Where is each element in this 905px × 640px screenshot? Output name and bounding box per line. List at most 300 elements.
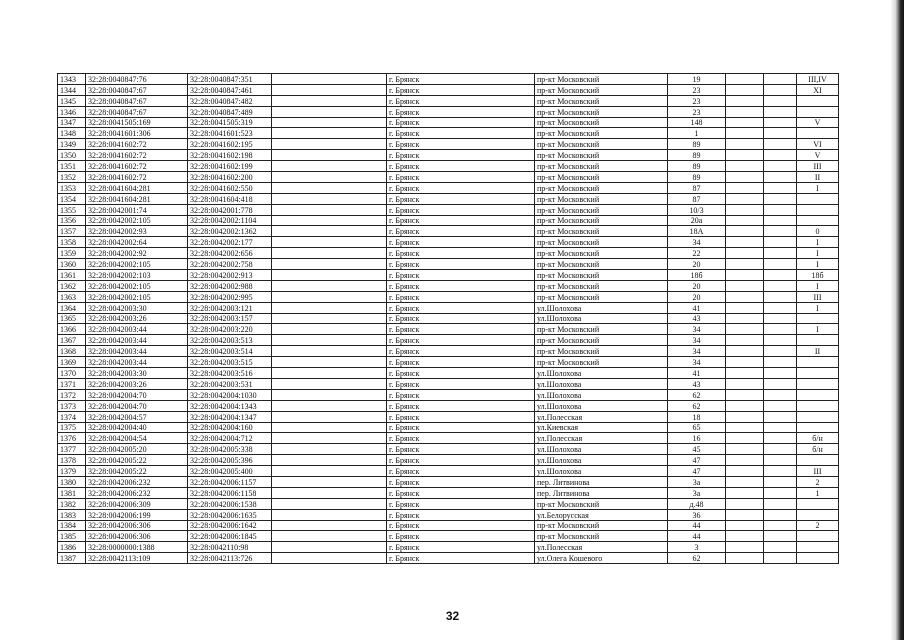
row-number-cell: 1345 bbox=[58, 95, 86, 106]
city-cell: г. Брянск bbox=[387, 553, 535, 564]
empty-cell bbox=[726, 280, 764, 291]
object-number-cell: 32:28:0041602:198 bbox=[188, 150, 272, 161]
table-row bbox=[58, 139, 839, 150]
house-number-cell: 89 bbox=[668, 139, 726, 150]
object-number-cell: 32:28:0042002:656 bbox=[188, 248, 272, 259]
city-cell: г. Брянск bbox=[387, 389, 535, 400]
empty-cell bbox=[764, 444, 797, 455]
empty-cell bbox=[726, 542, 764, 553]
empty-cell bbox=[764, 335, 797, 346]
premises-number-cell: I bbox=[797, 324, 839, 335]
row-number-cell: 1346 bbox=[58, 106, 86, 117]
city-cell: г. Брянск bbox=[387, 444, 535, 455]
premises-number-cell bbox=[797, 378, 839, 389]
row-number-cell: 1361 bbox=[58, 270, 86, 281]
city-cell: г. Брянск bbox=[387, 346, 535, 357]
empty-cell bbox=[764, 193, 797, 204]
premises-number-cell bbox=[797, 553, 839, 564]
empty-cell bbox=[272, 128, 387, 139]
city-cell: г. Брянск bbox=[387, 302, 535, 313]
parcel-number-cell: 32:28:0042006:306 bbox=[86, 531, 188, 542]
premises-number-cell bbox=[797, 498, 839, 509]
empty-cell bbox=[272, 542, 387, 553]
empty-cell bbox=[272, 161, 387, 172]
table-row bbox=[58, 226, 839, 237]
house-number-cell: 87 bbox=[668, 182, 726, 193]
premises-number-cell: V bbox=[797, 150, 839, 161]
empty-cell bbox=[764, 291, 797, 302]
parcel-number-cell: 32:28:0040847:67 bbox=[86, 84, 188, 95]
premises-number-cell: 2 bbox=[797, 476, 839, 487]
table-row bbox=[58, 291, 839, 302]
empty-cell bbox=[764, 400, 797, 411]
row-number-cell: 1369 bbox=[58, 357, 86, 368]
street-cell: пр-кт Московский bbox=[535, 117, 668, 128]
row-number-cell: 1378 bbox=[58, 455, 86, 466]
object-number-cell: 32:28:0042003:515 bbox=[188, 357, 272, 368]
premises-number-cell: II bbox=[797, 172, 839, 183]
table-row bbox=[58, 150, 839, 161]
house-number-cell: 16 bbox=[668, 433, 726, 444]
street-cell: пр-кт Московский bbox=[535, 172, 668, 183]
house-number-cell: 34 bbox=[668, 357, 726, 368]
scanned-page-edge bbox=[890, 0, 904, 640]
row-number-cell: 1352 bbox=[58, 172, 86, 183]
premises-number-cell: б/н bbox=[797, 433, 839, 444]
city-cell: г. Брянск bbox=[387, 84, 535, 95]
city-cell: г. Брянск bbox=[387, 291, 535, 302]
city-cell: г. Брянск bbox=[387, 117, 535, 128]
parcel-number-cell: 32:28:0041604:281 bbox=[86, 193, 188, 204]
house-number-cell: 3а bbox=[668, 487, 726, 498]
city-cell: г. Брянск bbox=[387, 270, 535, 281]
empty-cell bbox=[726, 509, 764, 520]
row-number-cell: 1365 bbox=[58, 313, 86, 324]
empty-cell bbox=[272, 433, 387, 444]
empty-cell bbox=[726, 291, 764, 302]
premises-number-cell bbox=[797, 95, 839, 106]
city-cell: г. Брянск bbox=[387, 139, 535, 150]
empty-cell bbox=[726, 520, 764, 531]
table-row bbox=[58, 455, 839, 466]
table-row bbox=[58, 128, 839, 139]
table-row bbox=[58, 433, 839, 444]
empty-cell bbox=[272, 74, 387, 85]
object-number-cell: 32:28:0042002:988 bbox=[188, 280, 272, 291]
street-cell: ул.Киевская bbox=[535, 422, 668, 433]
object-number-cell: 32:28:0042003:531 bbox=[188, 378, 272, 389]
row-number-cell: 1348 bbox=[58, 128, 86, 139]
street-cell: ул.Шолохова bbox=[535, 378, 668, 389]
object-number-cell: 32:28:0042006:1538 bbox=[188, 498, 272, 509]
object-number-cell: 32:28:0040847:461 bbox=[188, 84, 272, 95]
house-number-cell: 45 bbox=[668, 444, 726, 455]
house-number-cell: 36 bbox=[668, 509, 726, 520]
table-row bbox=[58, 259, 839, 270]
empty-cell bbox=[764, 531, 797, 542]
city-cell: г. Брянск bbox=[387, 487, 535, 498]
parcel-number-cell: 32:28:0042004:70 bbox=[86, 400, 188, 411]
parcel-number-cell: 32:28:0042004:57 bbox=[86, 411, 188, 422]
parcel-number-cell: 32:28:0042005:22 bbox=[86, 455, 188, 466]
empty-cell bbox=[764, 476, 797, 487]
premises-number-cell bbox=[797, 215, 839, 226]
empty-cell bbox=[764, 455, 797, 466]
object-number-cell: 32:28:0042005:396 bbox=[188, 455, 272, 466]
street-cell: пр-кт Московский bbox=[535, 106, 668, 117]
table-row bbox=[58, 553, 839, 564]
object-number-cell: 32:28:0041505:319 bbox=[188, 117, 272, 128]
row-number-cell: 1360 bbox=[58, 259, 86, 270]
house-number-cell: 89 bbox=[668, 172, 726, 183]
house-number-cell: 18 bbox=[668, 411, 726, 422]
street-cell: ул.Шолохова bbox=[535, 466, 668, 477]
premises-number-cell bbox=[797, 204, 839, 215]
empty-cell bbox=[764, 270, 797, 281]
object-number-cell: 32:28:0042004:1347 bbox=[188, 411, 272, 422]
parcel-number-cell: 32:28:0041505:169 bbox=[86, 117, 188, 128]
city-cell: г. Брянск bbox=[387, 466, 535, 477]
house-number-cell: 43 bbox=[668, 313, 726, 324]
house-number-cell: 1 bbox=[668, 128, 726, 139]
object-number-cell: 32:28:0042113:726 bbox=[188, 553, 272, 564]
parcel-number-cell: 32:28:0042002:93 bbox=[86, 226, 188, 237]
parcel-number-cell: 32:28:0042002:103 bbox=[86, 270, 188, 281]
parcel-number-cell: 32:28:0042006:232 bbox=[86, 487, 188, 498]
row-number-cell: 1362 bbox=[58, 280, 86, 291]
empty-cell bbox=[764, 324, 797, 335]
empty-cell bbox=[726, 270, 764, 281]
premises-number-cell: 1 bbox=[797, 487, 839, 498]
street-cell: ул.Шолохова bbox=[535, 455, 668, 466]
empty-cell bbox=[726, 84, 764, 95]
object-number-cell: 32:28:0042004:160 bbox=[188, 422, 272, 433]
empty-cell bbox=[272, 150, 387, 161]
empty-cell bbox=[272, 346, 387, 357]
row-number-cell: 1356 bbox=[58, 215, 86, 226]
row-number-cell: 1359 bbox=[58, 248, 86, 259]
city-cell: г. Брянск bbox=[387, 324, 535, 335]
row-number-cell: 1379 bbox=[58, 466, 86, 477]
table-row bbox=[58, 237, 839, 248]
object-number-cell: 32:28:0042006:1157 bbox=[188, 476, 272, 487]
row-number-cell: 1367 bbox=[58, 335, 86, 346]
street-cell: пер. Литвинова bbox=[535, 476, 668, 487]
premises-number-cell: 18б bbox=[797, 270, 839, 281]
empty-cell bbox=[272, 553, 387, 564]
parcel-number-cell: 32:28:0042006:309 bbox=[86, 498, 188, 509]
premises-number-cell: I bbox=[797, 248, 839, 259]
premises-number-cell: III bbox=[797, 161, 839, 172]
empty-cell bbox=[272, 411, 387, 422]
empty-cell bbox=[764, 520, 797, 531]
table-row bbox=[58, 368, 839, 379]
empty-cell bbox=[272, 106, 387, 117]
empty-cell bbox=[764, 161, 797, 172]
table-row bbox=[58, 302, 839, 313]
parcel-number-cell: 32:28:0042003:30 bbox=[86, 302, 188, 313]
city-cell: г. Брянск bbox=[387, 400, 535, 411]
empty-cell bbox=[764, 182, 797, 193]
parcel-number-cell: 32:28:0042003:44 bbox=[86, 346, 188, 357]
row-number-cell: 1370 bbox=[58, 368, 86, 379]
city-cell: г. Брянск bbox=[387, 248, 535, 259]
object-number-cell: 32:28:0042003:220 bbox=[188, 324, 272, 335]
empty-cell bbox=[726, 237, 764, 248]
parcel-number-cell: 32:28:0041602:72 bbox=[86, 150, 188, 161]
object-number-cell: 32:28:0042006:1642 bbox=[188, 520, 272, 531]
empty-cell bbox=[272, 226, 387, 237]
empty-cell bbox=[764, 487, 797, 498]
row-number-cell: 1357 bbox=[58, 226, 86, 237]
premises-number-cell bbox=[797, 542, 839, 553]
row-number-cell: 1355 bbox=[58, 204, 86, 215]
row-number-cell: 1380 bbox=[58, 476, 86, 487]
parcel-number-cell: 32:28:0042002:105 bbox=[86, 215, 188, 226]
empty-cell bbox=[726, 531, 764, 542]
empty-cell bbox=[726, 335, 764, 346]
premises-number-cell: I bbox=[797, 280, 839, 291]
street-cell: пр-кт Московский bbox=[535, 150, 668, 161]
empty-cell bbox=[272, 215, 387, 226]
object-number-cell: 32:28:0042003:516 bbox=[188, 368, 272, 379]
parcel-number-cell: 32:28:0042003:30 bbox=[86, 368, 188, 379]
parcel-number-cell: 32:28:0000000:1388 bbox=[86, 542, 188, 553]
premises-number-cell: III bbox=[797, 291, 839, 302]
empty-cell bbox=[726, 204, 764, 215]
street-cell: ул.Шолохова bbox=[535, 400, 668, 411]
empty-cell bbox=[764, 466, 797, 477]
street-cell: ул.Шолохова bbox=[535, 368, 668, 379]
empty-cell bbox=[272, 378, 387, 389]
empty-cell bbox=[764, 357, 797, 368]
street-cell: пр-кт Московский bbox=[535, 520, 668, 531]
row-number-cell: 1347 bbox=[58, 117, 86, 128]
street-cell: пр-кт Московский bbox=[535, 346, 668, 357]
house-number-cell: 89 bbox=[668, 161, 726, 172]
empty-cell bbox=[726, 215, 764, 226]
city-cell: г. Брянск bbox=[387, 498, 535, 509]
row-number-cell: 1354 bbox=[58, 193, 86, 204]
street-cell: пр-кт Московский bbox=[535, 128, 668, 139]
parcel-number-cell: 32:28:0042003:26 bbox=[86, 313, 188, 324]
premises-number-cell bbox=[797, 389, 839, 400]
object-number-cell: 32:28:0042006:1845 bbox=[188, 531, 272, 542]
empty-cell bbox=[272, 509, 387, 520]
empty-cell bbox=[726, 226, 764, 237]
premises-number-cell bbox=[797, 411, 839, 422]
city-cell: г. Брянск bbox=[387, 455, 535, 466]
object-number-cell: 32:28:0042003:157 bbox=[188, 313, 272, 324]
empty-cell bbox=[272, 302, 387, 313]
parcel-number-cell: 32:28:0042113:109 bbox=[86, 553, 188, 564]
premises-number-cell: II bbox=[797, 346, 839, 357]
table-row bbox=[58, 280, 839, 291]
empty-cell bbox=[726, 172, 764, 183]
empty-cell bbox=[764, 302, 797, 313]
registry-table-body bbox=[58, 74, 839, 564]
table-row bbox=[58, 389, 839, 400]
city-cell: г. Брянск bbox=[387, 161, 535, 172]
page-number: 32 bbox=[445, 609, 460, 623]
house-number-cell: 62 bbox=[668, 553, 726, 564]
premises-number-cell bbox=[797, 335, 839, 346]
street-cell: ул.Олега Кошевого bbox=[535, 553, 668, 564]
row-number-cell: 1371 bbox=[58, 378, 86, 389]
table-row bbox=[58, 74, 839, 85]
empty-cell bbox=[764, 259, 797, 270]
row-number-cell: 1382 bbox=[58, 498, 86, 509]
parcel-number-cell: 32:28:0042006:306 bbox=[86, 520, 188, 531]
premises-number-cell bbox=[797, 193, 839, 204]
street-cell: пр-кт Московский bbox=[535, 357, 668, 368]
city-cell: г. Брянск bbox=[387, 128, 535, 139]
street-cell: пр-кт Московский bbox=[535, 204, 668, 215]
empty-cell bbox=[726, 378, 764, 389]
premises-number-cell: VI bbox=[797, 139, 839, 150]
city-cell: г. Брянск bbox=[387, 357, 535, 368]
city-cell: г. Брянск bbox=[387, 215, 535, 226]
empty-cell bbox=[726, 259, 764, 270]
table-row bbox=[58, 335, 839, 346]
house-number-cell: 19 bbox=[668, 74, 726, 85]
city-cell: г. Брянск bbox=[387, 313, 535, 324]
table-row bbox=[58, 422, 839, 433]
premises-number-cell: III,IV bbox=[797, 74, 839, 85]
city-cell: г. Брянск bbox=[387, 106, 535, 117]
table-row bbox=[58, 411, 839, 422]
house-number-cell: 65 bbox=[668, 422, 726, 433]
house-number-cell: 20 bbox=[668, 259, 726, 270]
street-cell: ул.Белорусская bbox=[535, 509, 668, 520]
empty-cell bbox=[764, 139, 797, 150]
table-row bbox=[58, 346, 839, 357]
house-number-cell: 47 bbox=[668, 455, 726, 466]
city-cell: г. Брянск bbox=[387, 531, 535, 542]
premises-number-cell: I bbox=[797, 237, 839, 248]
premises-number-cell bbox=[797, 128, 839, 139]
object-number-cell: 32:28:0042002:177 bbox=[188, 237, 272, 248]
row-number-cell: 1387 bbox=[58, 553, 86, 564]
empty-cell bbox=[726, 433, 764, 444]
parcel-number-cell: 32:28:0042005:22 bbox=[86, 466, 188, 477]
street-cell: пр-кт Московский bbox=[535, 335, 668, 346]
row-number-cell: 1368 bbox=[58, 346, 86, 357]
empty-cell bbox=[272, 237, 387, 248]
empty-cell bbox=[726, 400, 764, 411]
street-cell: пр-кт Московский bbox=[535, 193, 668, 204]
empty-cell bbox=[726, 193, 764, 204]
premises-number-cell: 0 bbox=[797, 226, 839, 237]
table-row bbox=[58, 84, 839, 95]
city-cell: г. Брянск bbox=[387, 335, 535, 346]
city-cell: г. Брянск bbox=[387, 193, 535, 204]
premises-number-cell bbox=[797, 313, 839, 324]
city-cell: г. Брянск bbox=[387, 368, 535, 379]
empty-cell bbox=[272, 172, 387, 183]
premises-number-cell bbox=[797, 357, 839, 368]
street-cell: пр-кт Московский bbox=[535, 270, 668, 281]
row-number-cell: 1349 bbox=[58, 139, 86, 150]
street-cell: пр-кт Московский bbox=[535, 280, 668, 291]
parcel-number-cell: 32:28:0042002:105 bbox=[86, 291, 188, 302]
street-cell: пр-кт Московский bbox=[535, 182, 668, 193]
object-number-cell: 32:28:0042003:514 bbox=[188, 346, 272, 357]
parcel-number-cell: 32:28:0042002:64 bbox=[86, 237, 188, 248]
street-cell: пр-кт Московский bbox=[535, 248, 668, 259]
street-cell: пр-кт Московский bbox=[535, 215, 668, 226]
empty-cell bbox=[764, 498, 797, 509]
object-number-cell: 32:28:0042003:513 bbox=[188, 335, 272, 346]
table-row bbox=[58, 542, 839, 553]
empty-cell bbox=[272, 422, 387, 433]
object-number-cell: 32:28:0041601:523 bbox=[188, 128, 272, 139]
street-cell: пр-кт Московский bbox=[535, 498, 668, 509]
parcel-number-cell: 32:28:0041601:306 bbox=[86, 128, 188, 139]
street-cell: пр-кт Московский bbox=[535, 74, 668, 85]
parcel-number-cell: 32:28:0042003:44 bbox=[86, 324, 188, 335]
registry-table bbox=[57, 73, 839, 564]
parcel-number-cell: 32:28:0041602:72 bbox=[86, 172, 188, 183]
row-number-cell: 1374 bbox=[58, 411, 86, 422]
table-row bbox=[58, 313, 839, 324]
empty-cell bbox=[726, 161, 764, 172]
row-number-cell: 1381 bbox=[58, 487, 86, 498]
empty-cell bbox=[272, 400, 387, 411]
premises-number-cell: I bbox=[797, 259, 839, 270]
street-cell: пр-кт Московский bbox=[535, 226, 668, 237]
table-row bbox=[58, 182, 839, 193]
row-number-cell: 1343 bbox=[58, 74, 86, 85]
table-row bbox=[58, 466, 839, 477]
premises-number-cell bbox=[797, 106, 839, 117]
house-number-cell: 34 bbox=[668, 346, 726, 357]
city-cell: г. Брянск bbox=[387, 378, 535, 389]
object-number-cell: 32:28:0041602:200 bbox=[188, 172, 272, 183]
city-cell: г. Брянск bbox=[387, 542, 535, 553]
parcel-number-cell: 32:28:0042001:74 bbox=[86, 204, 188, 215]
object-number-cell: 32:28:0041604:418 bbox=[188, 193, 272, 204]
empty-cell bbox=[272, 531, 387, 542]
house-number-cell: 18б bbox=[668, 270, 726, 281]
empty-cell bbox=[272, 357, 387, 368]
city-cell: г. Брянск bbox=[387, 226, 535, 237]
parcel-number-cell: 32:28:0040847:76 bbox=[86, 74, 188, 85]
object-number-cell: 32:28:0042003:121 bbox=[188, 302, 272, 313]
street-cell: ул.Полесская bbox=[535, 433, 668, 444]
empty-cell bbox=[726, 182, 764, 193]
row-number-cell: 1366 bbox=[58, 324, 86, 335]
empty-cell bbox=[272, 95, 387, 106]
empty-cell bbox=[726, 302, 764, 313]
premises-number-cell: V bbox=[797, 117, 839, 128]
row-number-cell: 1373 bbox=[58, 400, 86, 411]
table-row bbox=[58, 487, 839, 498]
empty-cell bbox=[272, 313, 387, 324]
object-number-cell: 32:28:0042110:98 bbox=[188, 542, 272, 553]
empty-cell bbox=[272, 324, 387, 335]
empty-cell bbox=[726, 324, 764, 335]
empty-cell bbox=[272, 487, 387, 498]
empty-cell bbox=[272, 389, 387, 400]
empty-cell bbox=[726, 150, 764, 161]
empty-cell bbox=[764, 280, 797, 291]
empty-cell bbox=[764, 215, 797, 226]
city-cell: г. Брянск bbox=[387, 237, 535, 248]
empty-cell bbox=[764, 346, 797, 357]
house-number-cell: 89 bbox=[668, 150, 726, 161]
table-row bbox=[58, 161, 839, 172]
